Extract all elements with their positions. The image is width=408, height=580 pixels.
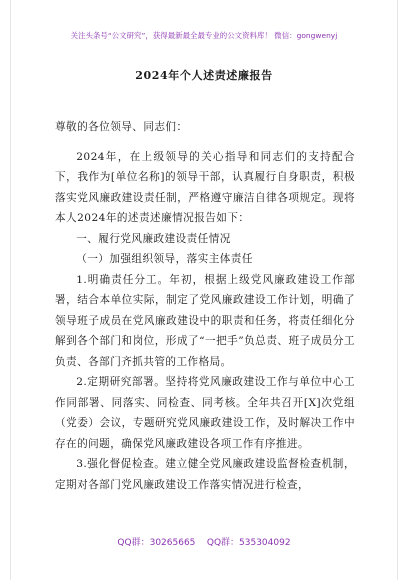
section-heading: 一、履行党风廉政建设责任情况 xyxy=(76,232,231,245)
footer-qq-group-1: QQ群：30265665 xyxy=(117,538,196,548)
paragraph-item-2: 2.定期研究部署。坚持将党风廉政建设工作与单位中心工作同部署、同落实、同检查、同考核。全年共召开[X]次党组（党委）会议，专题研究党风廉政建设工作，及时解决工作中存在的问题，确保党风廉政建设各项工作有序推进。 xyxy=(55,376,355,450)
footer-contacts xyxy=(0,535,408,548)
page-edge-left xyxy=(10,0,11,580)
spacer xyxy=(55,138,355,147)
intro-paragraph: 2024年，在上级领导的关心指导和同志们的支持配合下，我作为[单位名称]的领导干部，认真履行自身职责，积极落实党风廉政建设责任制，严格遵守廉洁自律各项规定。现将本人2024年的述责述廉情况报告如下： xyxy=(55,150,355,224)
header-banner: 关注头条号“公文研究”，获得最新最全最专业的公文资料库！ 微信：gongwenyj xyxy=(70,31,338,40)
footer-qq-group-2: QQ群：535304092 xyxy=(206,538,291,548)
page-edge-right xyxy=(397,0,398,580)
subsection-heading: （一）加强组织领导，落实主体责任 xyxy=(76,253,253,265)
document-title: 2024年个人述责述廉报告 xyxy=(135,69,273,82)
paragraph-item-1: 1.明确责任分工。年初，根据上级党风廉政建设工作部署，结合本单位实际，制定了党风廉政建设工作计划，明确了领导班子成员在党风廉政建设中的职责和任务，将责任细化分解到各个部门和岗位，形成了“一把手”负总责、班子成员分工负责、各部门齐抓共管的工作格局。 xyxy=(55,273,355,368)
paragraph-item-3: 3.强化督促检查。建立健全党风廉政建设监督检查机制，定期对各部门党风廉政建设工作落实情况进行检查， xyxy=(55,458,355,491)
salutation: 尊敬的各位领导、同志们： xyxy=(55,121,188,133)
document-body xyxy=(55,117,355,495)
